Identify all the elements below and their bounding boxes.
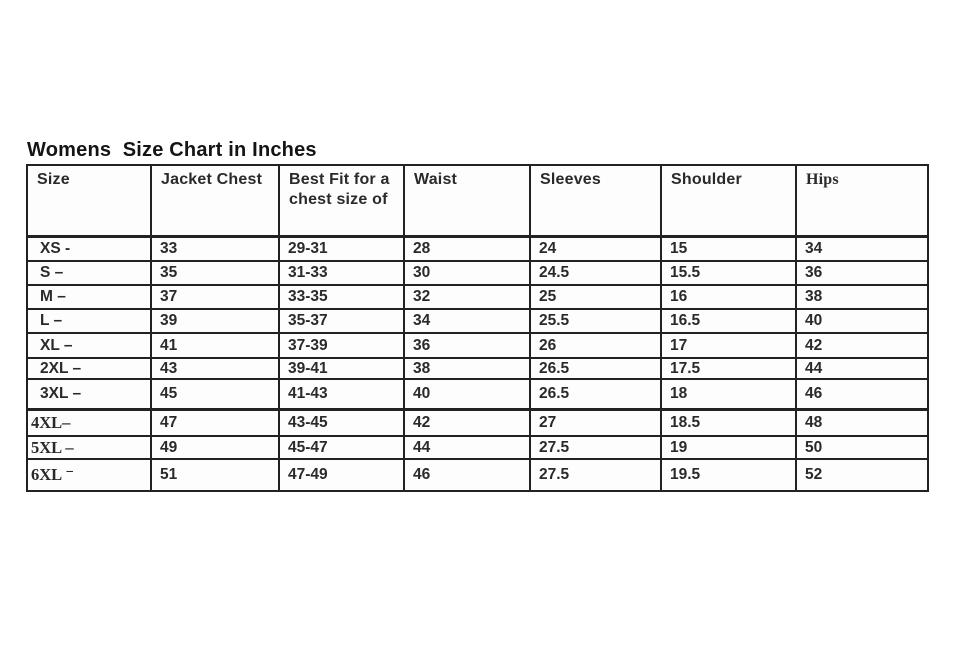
- waist-cell: 44: [404, 436, 530, 459]
- sleeves-cell: 27.5: [530, 436, 661, 459]
- table-row: [27, 358, 928, 379]
- best-fit-cell: 41-43: [279, 379, 404, 409]
- size-cell: L –: [27, 309, 151, 333]
- jacket-chest-cell: 37: [151, 285, 279, 309]
- shoulder-cell: 19: [661, 436, 796, 459]
- shoulder-cell: 18.5: [661, 409, 796, 436]
- size-cell: 3XL –: [27, 379, 151, 409]
- hips-cell: 48: [796, 409, 928, 436]
- size-cell: 4XL–: [27, 409, 151, 436]
- shoulder-header: Shoulder: [661, 165, 796, 236]
- sleeves-cell: 25.5: [530, 309, 661, 333]
- jacket-chest-cell: 47: [151, 409, 279, 436]
- jacket-chest-cell: 33: [151, 236, 279, 261]
- table-row: [27, 379, 928, 409]
- jacket-chest-header: Jacket Chest: [151, 165, 279, 236]
- shoulder-cell: 15.5: [661, 261, 796, 285]
- table-row: [27, 333, 928, 358]
- table-row: [27, 459, 928, 491]
- jacket-chest-cell: 43: [151, 358, 279, 379]
- jacket-chest-cell: 35: [151, 261, 279, 285]
- table-row: [27, 409, 928, 436]
- size-cell: XL –: [27, 333, 151, 358]
- sleeves-cell: 26.5: [530, 379, 661, 409]
- best-fit-cell: 31-33: [279, 261, 404, 285]
- hips-cell: 50: [796, 436, 928, 459]
- hips-cell: 46: [796, 379, 928, 409]
- shoulder-cell: 16.5: [661, 309, 796, 333]
- shoulder-cell: 18: [661, 379, 796, 409]
- hips-cell: 36: [796, 261, 928, 285]
- waist-cell: 46: [404, 459, 530, 491]
- waist-cell: 38: [404, 358, 530, 379]
- table-row: [27, 309, 928, 333]
- size-chart-body: [27, 236, 928, 491]
- size-cell: XS -: [27, 236, 151, 261]
- size-cell: S –: [27, 261, 151, 285]
- hips-cell: 42: [796, 333, 928, 358]
- table-row: [27, 261, 928, 285]
- jacket-chest-cell: 39: [151, 309, 279, 333]
- table-row: [27, 236, 928, 261]
- table-row: [27, 285, 928, 309]
- waist-cell: 28: [404, 236, 530, 261]
- best-fit-header: Best Fit for a chest size of: [279, 165, 404, 236]
- sleeves-cell: 24.5: [530, 261, 661, 285]
- size-cell: M –: [27, 285, 151, 309]
- table-row: [27, 436, 928, 459]
- shoulder-cell: 17: [661, 333, 796, 358]
- hips-cell: 44: [796, 358, 928, 379]
- size-cell: 5XL –: [27, 436, 151, 459]
- sleeves-cell: 27.5: [530, 459, 661, 491]
- best-fit-cell: 47-49: [279, 459, 404, 491]
- sleeves-header: Sleeves: [530, 165, 661, 236]
- jacket-chest-cell: 45: [151, 379, 279, 409]
- waist-header: Waist: [404, 165, 530, 236]
- sleeves-cell: 26.5: [530, 358, 661, 379]
- best-fit-cell: 45-47: [279, 436, 404, 459]
- page-title: Womens Size Chart in Inches: [27, 139, 317, 161]
- waist-cell: 40: [404, 379, 530, 409]
- shoulder-cell: 15: [661, 236, 796, 261]
- hips-cell: 52: [796, 459, 928, 491]
- waist-cell: 36: [404, 333, 530, 358]
- hips-cell: 40: [796, 309, 928, 333]
- sleeves-cell: 24: [530, 236, 661, 261]
- best-fit-cell: 43-45: [279, 409, 404, 436]
- size-cell: 2XL –: [27, 358, 151, 379]
- waist-cell: 34: [404, 309, 530, 333]
- size-header: Size: [27, 165, 151, 236]
- jacket-chest-cell: 41: [151, 333, 279, 358]
- size-chart-table: [26, 164, 929, 492]
- waist-cell: 32: [404, 285, 530, 309]
- sleeves-cell: 27: [530, 409, 661, 436]
- shoulder-cell: 19.5: [661, 459, 796, 491]
- shoulder-cell: 17.5: [661, 358, 796, 379]
- best-fit-cell: 37-39: [279, 333, 404, 358]
- best-fit-cell: 33-35: [279, 285, 404, 309]
- hips-cell: 34: [796, 236, 928, 261]
- waist-cell: 42: [404, 409, 530, 436]
- header-row: [27, 165, 928, 236]
- best-fit-cell: 35-37: [279, 309, 404, 333]
- waist-cell: 30: [404, 261, 530, 285]
- sleeves-cell: 25: [530, 285, 661, 309]
- jacket-chest-cell: 51: [151, 459, 279, 491]
- jacket-chest-cell: 49: [151, 436, 279, 459]
- best-fit-cell: 39-41: [279, 358, 404, 379]
- best-fit-cell: 29-31: [279, 236, 404, 261]
- hips-header: Hips: [796, 165, 928, 236]
- size-cell: 6XL ⁻: [27, 459, 151, 491]
- hips-cell: 38: [796, 285, 928, 309]
- sleeves-cell: 26: [530, 333, 661, 358]
- shoulder-cell: 16: [661, 285, 796, 309]
